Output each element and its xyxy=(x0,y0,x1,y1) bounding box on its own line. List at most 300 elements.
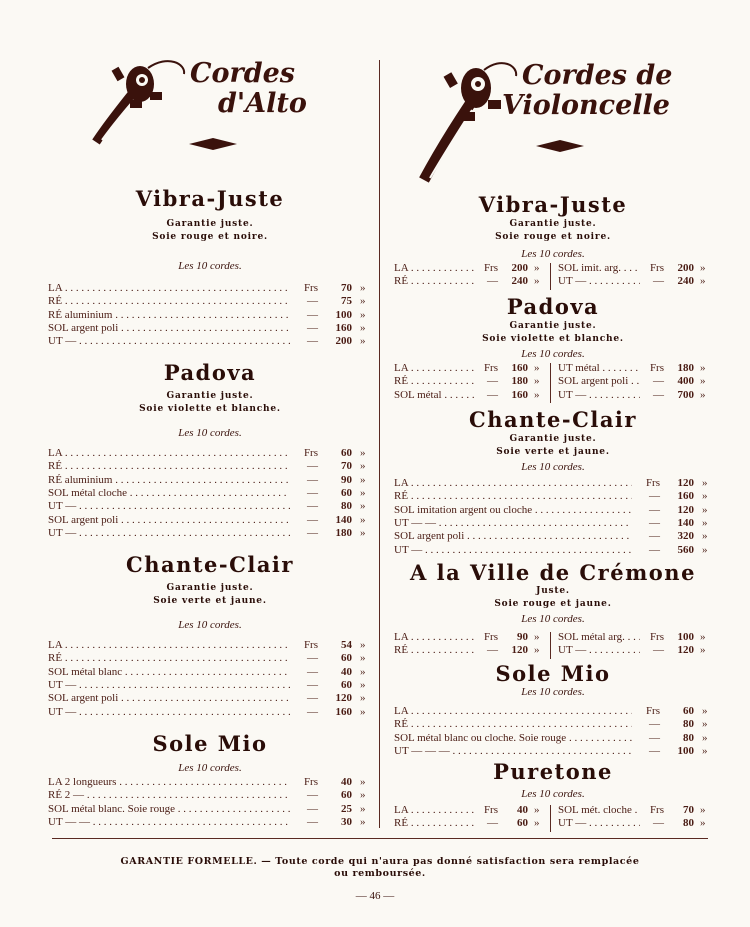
price-row xyxy=(48,803,368,816)
currency: Frs xyxy=(649,362,664,374)
string-label: SOL argent poli . . . xyxy=(558,375,640,388)
price-cell xyxy=(394,262,544,275)
price-row xyxy=(48,514,368,527)
currency: Frs xyxy=(483,362,498,374)
string-label: UT — — . . . xyxy=(48,816,290,829)
pair-separator xyxy=(550,363,551,403)
section-subtitle: Soie verte et jaune. xyxy=(153,596,267,606)
price-value: 60 xyxy=(341,652,352,665)
price-value: 160 xyxy=(335,321,352,334)
currency: — xyxy=(653,388,664,401)
currency: — xyxy=(307,335,318,348)
currency: Frs xyxy=(645,477,660,489)
currency: — xyxy=(307,526,318,539)
string-label: SOL imit. arg. . . . xyxy=(558,262,640,275)
section-brand: Chante-Clair xyxy=(126,552,294,577)
currency: — xyxy=(307,692,318,705)
violoncelle-title-line1: Cordes de xyxy=(522,60,673,91)
raquo-mark: » xyxy=(534,262,540,274)
price-cell xyxy=(394,817,544,830)
section-note: Les 10 cordes. xyxy=(521,348,585,360)
raquo-mark: » xyxy=(700,388,706,401)
price-cell xyxy=(558,262,710,275)
price-cell xyxy=(394,804,544,817)
guarantee-line1: GARANTIE FORMELLE. — Toute corde qui n'aura pas donné satisfaction sera remplacée xyxy=(120,856,640,867)
raquo-mark: » xyxy=(360,815,366,828)
price-value: 100 xyxy=(677,744,694,757)
string-label: SOL métal blanc . . . xyxy=(48,666,290,679)
currency: Frs xyxy=(483,804,498,816)
price-row xyxy=(394,490,710,503)
raquo-mark: » xyxy=(360,282,366,294)
price-cell xyxy=(558,362,710,375)
section-note: Les 10 cordes. xyxy=(178,619,242,631)
currency: — xyxy=(649,744,660,757)
string-label: RÉ . . . xyxy=(48,460,290,473)
price-value: 180 xyxy=(335,526,352,539)
price-row xyxy=(394,477,710,490)
string-label: UT — . . . xyxy=(394,544,632,557)
string-label: LA . . . xyxy=(394,705,632,718)
currency: — xyxy=(653,817,664,830)
price-value: 160 xyxy=(335,705,352,718)
section-subtitle: Soie violette et blanche. xyxy=(139,404,281,414)
raquo-mark: » xyxy=(700,362,706,374)
currency: — xyxy=(649,503,660,516)
raquo-mark: » xyxy=(360,513,366,526)
price-value: 160 xyxy=(511,388,528,401)
price-cell xyxy=(394,362,544,375)
currency: Frs xyxy=(303,776,318,788)
currency: — xyxy=(307,295,318,308)
raquo-mark: » xyxy=(534,817,540,830)
price-value: 80 xyxy=(683,718,694,731)
string-label: RÉ aluminium . . . xyxy=(48,474,290,487)
string-label: SOL métal blanc ou cloche. Soie rouge . . . xyxy=(394,732,632,745)
currency: Frs xyxy=(649,631,664,643)
raquo-mark: » xyxy=(702,744,708,757)
currency: — xyxy=(307,473,318,486)
string-label: UT — . . . xyxy=(48,679,290,692)
price-value: 200 xyxy=(335,335,352,348)
raquo-mark: » xyxy=(702,543,708,556)
string-label: RÉ . . . xyxy=(394,490,632,503)
price-row xyxy=(394,718,710,731)
string-label: RÉ . . . xyxy=(394,644,474,657)
section-subtitle: Garantie juste. xyxy=(509,219,597,229)
string-label: SOL argent poli . . . xyxy=(48,322,290,335)
price-row xyxy=(48,679,368,692)
string-label: SOL mét. cloche . . . xyxy=(558,804,640,817)
section-brand: Puretone xyxy=(493,759,613,784)
string-label: UT métal . . . xyxy=(558,362,640,375)
raquo-mark: » xyxy=(360,652,366,665)
raquo-mark: » xyxy=(360,678,366,691)
string-label: SOL argent poli . . . xyxy=(48,692,290,705)
price-value: 80 xyxy=(683,731,694,744)
raquo-mark: » xyxy=(700,644,706,657)
price-cell xyxy=(558,644,710,657)
price-value: 25 xyxy=(341,802,352,815)
price-row xyxy=(48,460,368,473)
raquo-mark: » xyxy=(700,817,706,830)
price-value: 180 xyxy=(677,362,694,374)
raquo-mark: » xyxy=(360,447,366,459)
string-label: UT — . . . xyxy=(48,706,290,719)
price-cell xyxy=(558,275,710,288)
raquo-mark: » xyxy=(360,486,366,499)
string-label: RÉ aluminium . . . xyxy=(48,309,290,322)
price-row xyxy=(48,322,368,335)
string-label: UT — . . . xyxy=(558,275,640,288)
string-label: LA . . . xyxy=(394,362,474,375)
section-brand: Padova xyxy=(163,360,257,385)
section-subtitle: Garantie juste. xyxy=(509,434,597,444)
section-note: Les 10 cordes. xyxy=(521,248,585,260)
alto-title-line1: Cordes xyxy=(190,58,295,89)
string-label: LA . . . xyxy=(48,639,290,652)
section-subtitle: Juste. xyxy=(536,586,570,596)
currency: Frs xyxy=(483,262,498,274)
string-label: UT — . . . xyxy=(48,500,290,513)
price-cell xyxy=(558,631,710,644)
price-value: 120 xyxy=(335,692,352,705)
raquo-mark: » xyxy=(702,503,708,516)
currency: Frs xyxy=(303,282,318,294)
price-row xyxy=(48,447,368,460)
currency: — xyxy=(649,543,660,556)
price-row xyxy=(48,527,368,540)
price-value: 120 xyxy=(677,503,694,516)
price-value: 120 xyxy=(511,644,528,657)
currency: Frs xyxy=(649,804,664,816)
currency: — xyxy=(487,388,498,401)
price-value: 60 xyxy=(341,678,352,691)
violoncelle-title-line2: Violoncelle xyxy=(502,90,670,121)
price-cell xyxy=(394,389,544,402)
raquo-mark: » xyxy=(360,335,366,348)
price-row xyxy=(394,517,710,530)
string-label: LA . . . xyxy=(394,804,474,817)
raquo-mark: » xyxy=(702,530,708,543)
currency: Frs xyxy=(645,705,660,717)
price-row xyxy=(394,530,710,543)
currency: — xyxy=(307,500,318,513)
price-value: 400 xyxy=(677,375,694,388)
string-label: UT — . . . xyxy=(558,389,640,402)
section-subtitle: Garantie juste. xyxy=(509,321,597,331)
price-value: 320 xyxy=(677,530,694,543)
raquo-mark: » xyxy=(702,731,708,744)
price-cell xyxy=(394,631,544,644)
string-label: UT — . . . xyxy=(48,335,290,348)
string-label: RÉ . . . xyxy=(394,275,474,288)
section-brand: Sole Mio xyxy=(152,731,268,756)
string-label: LA . . . xyxy=(394,631,474,644)
string-label: SOL métal arg. . . . xyxy=(558,631,640,644)
raquo-mark: » xyxy=(534,631,540,643)
price-value: 200 xyxy=(677,262,694,274)
currency: — xyxy=(487,375,498,388)
price-value: 60 xyxy=(341,486,352,499)
raquo-mark: » xyxy=(702,477,708,489)
price-value: 240 xyxy=(511,275,528,288)
raquo-mark: » xyxy=(360,473,366,486)
price-value: 90 xyxy=(517,631,528,643)
price-row xyxy=(48,692,368,705)
section-subtitle: Garantie juste. xyxy=(166,583,254,593)
raquo-mark: » xyxy=(360,308,366,321)
raquo-mark: » xyxy=(534,275,540,288)
price-value: 560 xyxy=(677,543,694,556)
string-label: LA . . . xyxy=(394,262,474,275)
price-value: 60 xyxy=(517,817,528,830)
price-value: 140 xyxy=(677,516,694,529)
raquo-mark: » xyxy=(700,375,706,388)
price-value: 240 xyxy=(677,275,694,288)
raquo-mark: » xyxy=(534,804,540,816)
raquo-mark: » xyxy=(702,718,708,731)
price-cell xyxy=(558,389,710,402)
price-value: 60 xyxy=(683,705,694,717)
pair-separator xyxy=(550,805,551,832)
raquo-mark: » xyxy=(702,490,708,503)
section-note: Les 10 cordes. xyxy=(178,260,242,272)
price-value: 100 xyxy=(677,631,694,643)
section-subtitle: Soie verte et jaune. xyxy=(496,447,610,457)
section-note: Les 10 cordes. xyxy=(521,461,585,473)
price-value: 70 xyxy=(683,804,694,816)
currency: — xyxy=(649,516,660,529)
price-row xyxy=(48,666,368,679)
raquo-mark: » xyxy=(702,705,708,717)
page-number: — 46 — xyxy=(355,890,395,902)
currency: — xyxy=(653,375,664,388)
currency: — xyxy=(307,705,318,718)
currency: — xyxy=(307,802,318,815)
raquo-mark: » xyxy=(700,804,706,816)
alto-title-line2: d'Alto xyxy=(218,88,307,119)
price-value: 120 xyxy=(677,644,694,657)
price-row xyxy=(48,282,368,295)
section-note: Les 10 cordes. xyxy=(521,788,585,800)
alto-scroll-icon xyxy=(88,54,188,146)
price-value: 70 xyxy=(341,460,352,473)
price-cell xyxy=(394,275,544,288)
currency: Frs xyxy=(303,639,318,651)
raquo-mark: » xyxy=(360,692,366,705)
section-brand: A la Ville de Crémone xyxy=(410,560,696,585)
price-row xyxy=(48,474,368,487)
string-label: RÉ . . . xyxy=(394,375,474,388)
raquo-mark: » xyxy=(700,262,706,274)
currency: — xyxy=(307,789,318,802)
currency: — xyxy=(487,644,498,657)
diamond-ornament-icon xyxy=(536,140,584,152)
raquo-mark: » xyxy=(702,516,708,529)
currency: Frs xyxy=(649,262,664,274)
raquo-mark: » xyxy=(360,776,366,788)
currency: — xyxy=(649,718,660,731)
section-note: Les 10 cordes. xyxy=(178,762,242,774)
section-brand: Padova xyxy=(506,294,600,319)
string-label: UT — . . . xyxy=(48,527,290,540)
price-value: 40 xyxy=(341,665,352,678)
diamond-ornament-icon xyxy=(189,138,237,150)
price-cell xyxy=(394,644,544,657)
price-value: 200 xyxy=(511,262,528,274)
raquo-mark: » xyxy=(534,375,540,388)
price-cell xyxy=(558,804,710,817)
currency: — xyxy=(307,308,318,321)
currency: — xyxy=(487,275,498,288)
price-value: 160 xyxy=(511,362,528,374)
section-note: Les 10 cordes. xyxy=(178,427,242,439)
price-value: 40 xyxy=(517,804,528,816)
section-brand: Vibra-Juste xyxy=(478,192,628,217)
price-row xyxy=(48,789,368,802)
raquo-mark: » xyxy=(360,526,366,539)
price-row xyxy=(48,706,368,719)
string-label: LA . . . xyxy=(394,477,632,490)
section-subtitle: Garantie juste. xyxy=(166,391,254,401)
string-label: LA 2 longueurs . . . xyxy=(48,776,290,789)
price-value: 120 xyxy=(677,477,694,489)
raquo-mark: » xyxy=(360,705,366,718)
raquo-mark: » xyxy=(534,362,540,374)
raquo-mark: » xyxy=(360,295,366,308)
currency: — xyxy=(649,530,660,543)
section-brand: Chante-Clair xyxy=(469,407,637,432)
price-row xyxy=(48,500,368,513)
currency: Frs xyxy=(483,631,498,643)
price-row xyxy=(394,705,710,718)
string-label: RÉ . . . xyxy=(394,718,632,731)
currency: — xyxy=(487,817,498,830)
price-row xyxy=(394,504,710,517)
string-label: SOL métal cloche . . . xyxy=(48,487,290,500)
price-value: 80 xyxy=(683,817,694,830)
section-note: Les 10 cordes. xyxy=(521,686,585,698)
section-subtitle: Soie rouge et noire. xyxy=(495,232,611,242)
currency: — xyxy=(649,490,660,503)
price-cell xyxy=(558,817,710,830)
section-brand: Vibra-Juste xyxy=(135,186,285,211)
string-label: RÉ . . . xyxy=(48,652,290,665)
section-brand: Sole Mio xyxy=(495,661,611,686)
pair-separator xyxy=(550,263,551,290)
price-value: 70 xyxy=(341,282,352,294)
currency: — xyxy=(307,513,318,526)
raquo-mark: » xyxy=(360,500,366,513)
raquo-mark: » xyxy=(360,639,366,651)
section-subtitle: Soie rouge et jaune. xyxy=(494,599,612,609)
section-subtitle: Soie rouge et noire. xyxy=(152,232,268,242)
section-subtitle: Garantie juste. xyxy=(166,219,254,229)
price-row xyxy=(48,652,368,665)
string-label: RÉ . . . xyxy=(394,817,474,830)
price-row xyxy=(48,295,368,308)
currency: — xyxy=(653,275,664,288)
currency: — xyxy=(307,486,318,499)
currency: — xyxy=(649,731,660,744)
price-row xyxy=(394,745,710,758)
price-value: 140 xyxy=(335,513,352,526)
price-row xyxy=(48,335,368,348)
price-value: 40 xyxy=(341,776,352,788)
string-label: LA . . . xyxy=(48,282,290,295)
price-row xyxy=(48,776,368,789)
price-row xyxy=(394,732,710,745)
currency: — xyxy=(307,460,318,473)
raquo-mark: » xyxy=(700,631,706,643)
column-divider xyxy=(379,60,380,828)
pair-separator xyxy=(550,632,551,659)
price-value: 75 xyxy=(341,295,352,308)
price-value: 60 xyxy=(341,789,352,802)
raquo-mark: » xyxy=(360,665,366,678)
price-value: 80 xyxy=(341,500,352,513)
string-label: SOL métal . . . xyxy=(394,389,474,402)
price-value: 90 xyxy=(341,473,352,486)
section-subtitle: Soie violette et blanche. xyxy=(482,334,624,344)
string-label: SOL imitation argent ou cloche . . . xyxy=(394,504,632,517)
currency: — xyxy=(307,652,318,665)
string-label: UT — . . . xyxy=(558,817,640,830)
raquo-mark: » xyxy=(360,321,366,334)
price-value: 180 xyxy=(511,375,528,388)
string-label: UT — . . . xyxy=(558,644,640,657)
string-label: SOL argent poli . . . xyxy=(394,530,632,543)
price-row xyxy=(48,816,368,829)
section-note: Les 10 cordes. xyxy=(521,613,585,625)
currency: — xyxy=(307,678,318,691)
price-value: 160 xyxy=(677,490,694,503)
raquo-mark: » xyxy=(534,388,540,401)
raquo-mark: » xyxy=(360,802,366,815)
price-row xyxy=(48,639,368,652)
raquo-mark: » xyxy=(360,460,366,473)
guarantee-line2: ou remboursée. xyxy=(334,868,426,879)
price-value: 700 xyxy=(677,388,694,401)
currency: — xyxy=(307,815,318,828)
string-label: SOL argent poli . . . xyxy=(48,514,290,527)
raquo-mark: » xyxy=(700,275,706,288)
price-cell xyxy=(394,375,544,388)
currency: — xyxy=(653,644,664,657)
raquo-mark: » xyxy=(534,644,540,657)
price-value: 60 xyxy=(341,447,352,459)
string-label: RÉ . . . xyxy=(48,295,290,308)
raquo-mark: » xyxy=(360,789,366,802)
currency: Frs xyxy=(303,447,318,459)
price-value: 30 xyxy=(341,815,352,828)
currency: — xyxy=(307,665,318,678)
price-row xyxy=(394,544,710,557)
string-label: LA . . . xyxy=(48,447,290,460)
price-row xyxy=(48,309,368,322)
price-cell xyxy=(558,375,710,388)
price-value: 54 xyxy=(341,639,352,651)
price-row xyxy=(48,487,368,500)
currency: — xyxy=(307,321,318,334)
string-label: SOL métal blanc. Soie rouge . . . xyxy=(48,803,290,816)
string-label: UT — — — . . . xyxy=(394,745,632,758)
string-label: UT — — . . . xyxy=(394,517,632,530)
string-label: RÉ 2 — . . . xyxy=(48,789,290,802)
footer-rule xyxy=(52,838,708,839)
price-value: 100 xyxy=(335,308,352,321)
